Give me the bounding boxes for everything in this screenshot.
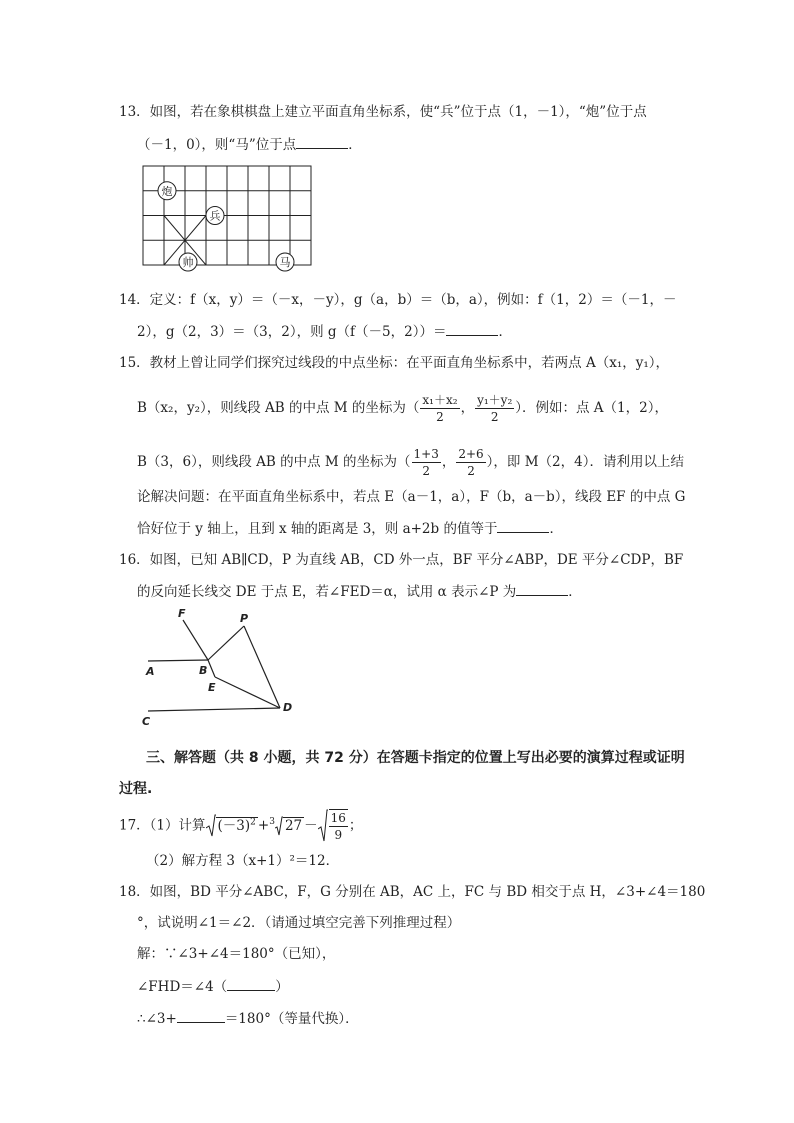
sqrt-fraction-sign — [318, 809, 328, 843]
q16-line2-text: 的反向延长线交 DE 于点 E，若∠FED＝α，试用 α 表示∠P 为 — [137, 584, 517, 600]
q14-answer-blank[interactable] — [446, 321, 498, 336]
piece-shuai — [179, 253, 197, 271]
q17-part2: （2）解方程 3（x+1）²＝12． — [146, 853, 340, 869]
midpoint-x-numerator: x₁＋x₂ — [422, 393, 458, 407]
q18-line4-pre: ∠FHD＝∠4（ — [137, 979, 228, 995]
example-y-fraction — [456, 446, 485, 479]
q18-line4-post: ） — [275, 979, 289, 995]
q18-line5 — [137, 1008, 359, 1029]
q17-sq1-exp: 2 — [250, 817, 256, 827]
q15-line3-pre: B（3，6），则线段 AB 的中点 M 的坐标为（ — [137, 454, 411, 470]
q14-line2-text: 2），g（2，3）＝（3，2），则 g（f（－5，2））＝ — [137, 324, 447, 340]
q17-semicolon: ； — [348, 817, 363, 834]
q14-line1: 14．定义：f（x，y）＝（－x，－y），g（a，b）＝（b，a），例如：f（1，2）＝（－1，－ — [119, 292, 677, 308]
example-x-denominator: 2 — [422, 464, 430, 478]
q18-line3: 解：∵∠3+∠4＝180°（已知）， — [137, 946, 336, 962]
svg-text:兵: 兵 — [209, 209, 221, 223]
q16-answer-blank[interactable] — [516, 581, 568, 596]
midpoint-y-denominator: 2 — [490, 410, 499, 424]
cube-root-sign — [275, 816, 283, 836]
q18-line5-pre: ∴∠3+ — [137, 1011, 177, 1027]
segment-ed — [215, 677, 280, 708]
midpoint-x-fraction — [420, 392, 459, 425]
label-p: P — [240, 612, 249, 625]
example-x-numerator: 1+3 — [413, 447, 439, 461]
q18-angle-blank[interactable] — [177, 1008, 225, 1023]
q15-line2 — [137, 392, 668, 425]
parallel-lines-figure — [138, 604, 308, 732]
q15-line5-text: 恰好位于 y 轴上，且到 x 轴的距离是 3，则 a+2b 的值等于 — [137, 521, 498, 537]
q15-line2-post: ）．例如：点 A（1，2）， — [515, 400, 668, 416]
q18-reason-blank[interactable] — [227, 976, 275, 991]
q17-minus: － — [304, 817, 318, 834]
q17-sq1: (－3) — [217, 817, 251, 834]
radicand-27: 27 — [284, 817, 303, 834]
label-b: B — [199, 664, 208, 677]
segment-bp — [208, 626, 244, 660]
label-d: D — [283, 701, 293, 714]
svg-text:帅: 帅 — [182, 256, 194, 269]
sqrt-16-over-9 — [329, 809, 348, 843]
q13-line2: （－1，0），则“马”位于点 ． — [137, 134, 362, 155]
piece-ma — [276, 253, 294, 271]
svg-text:马: 马 — [279, 256, 291, 269]
q15-line3-sep: ， — [441, 454, 456, 470]
label-f: F — [178, 607, 186, 620]
segment-bf — [183, 620, 208, 660]
q15-line2-sep: ， — [460, 400, 475, 416]
section3-heading-cont: 过程. — [119, 781, 153, 797]
example-y-denominator: 2 — [467, 464, 475, 478]
midpoint-y-fraction — [475, 392, 514, 425]
q15-line1: 15．教材上曾让同学们探究过线段的中点坐标：在平面直角坐标系中，若两点 A（x₁，y₁）， — [119, 355, 670, 371]
q16-line1: 16．如图，已知 AB∥CD，P 为直线 AB，CD 外一点，BF 平分∠ABP，DE 平分∠CDP，BF — [119, 552, 684, 568]
q18-line1: 18．如图，BD 平分∠ABC，F，G 分别在 AB，AC 上，FC 与 BD 相交于点 H，∠3+∠4＝180 — [119, 884, 706, 900]
q15-line2-pre: B（x₂，y₂），则线段 AB 的中点 M 的坐标为（ — [137, 400, 420, 416]
q15-line3 — [137, 446, 684, 479]
q15-line3-post: ），即 M（2，4）．请利用以上结 — [486, 454, 684, 470]
q15-answer-blank[interactable] — [497, 518, 549, 533]
radical-sign — [206, 814, 216, 838]
q16-line2: 的反向延长线交 DE 于点 E，若∠FED＝α，试用 α 表示∠P 为 ． — [137, 581, 582, 602]
q17-plus: + — [257, 817, 270, 834]
section3-heading: 三、解答题（共 8 小题，共 72 分）在答题卡指定的位置上写出必要的演算过程或证明 — [146, 750, 685, 766]
midpoint-x-denominator: 2 — [436, 410, 444, 424]
label-c: C — [142, 715, 151, 728]
q14-line2: 2），g（2，3）＝（3，2），则 g（f（－5，2））＝ ． — [137, 321, 512, 342]
q17-part1-pre: 17．（1）计算 — [119, 817, 206, 834]
q17-frac-num: 16 — [330, 811, 346, 825]
q18-line5-post: ＝180°（等量代换）． — [224, 1011, 359, 1027]
q18-line4 — [137, 976, 289, 997]
midpoint-y-numerator: y₁＋y₂ — [477, 393, 513, 407]
svg-text:炮: 炮 — [161, 185, 173, 198]
q17-part1 — [119, 808, 362, 843]
example-x-fraction — [412, 446, 441, 479]
radicand-neg3-squared — [216, 817, 258, 834]
q18-line2: °，试说明∠1＝∠2．（请通过填空完善下列推理过程） — [137, 915, 461, 931]
q17-frac-den: 9 — [334, 828, 343, 842]
segment-pd — [244, 626, 280, 708]
label-e: E — [208, 681, 216, 694]
line-cd — [148, 708, 280, 711]
q13-line1: 13．如图，若在象棋棋盘上建立平面直角坐标系，使“兵”位于点（1，－1），“炮”位于点 — [119, 104, 647, 120]
segment-be — [208, 660, 215, 677]
q13-answer-blank[interactable] — [296, 134, 348, 149]
example-y-numerator: 2+6 — [458, 447, 484, 461]
cube-root-index: 3 — [269, 817, 275, 827]
line-ab — [148, 660, 208, 661]
q15-line5: 恰好位于 y 轴上，且到 x 轴的距离是 3，则 a+2b 的值等于 ． — [137, 518, 563, 539]
label-a: A — [146, 665, 155, 678]
piece-bing — [206, 207, 224, 225]
q13-line2-text: （－1，0），则“马”位于点 — [137, 137, 297, 153]
q15-line4: 论解决问题：在平面直角坐标系中，若点 E（a－1，a），F（b，a－b），线段 EF 的中点 G — [137, 489, 686, 505]
piece-pao — [158, 182, 176, 200]
chessboard-figure — [140, 163, 316, 273]
